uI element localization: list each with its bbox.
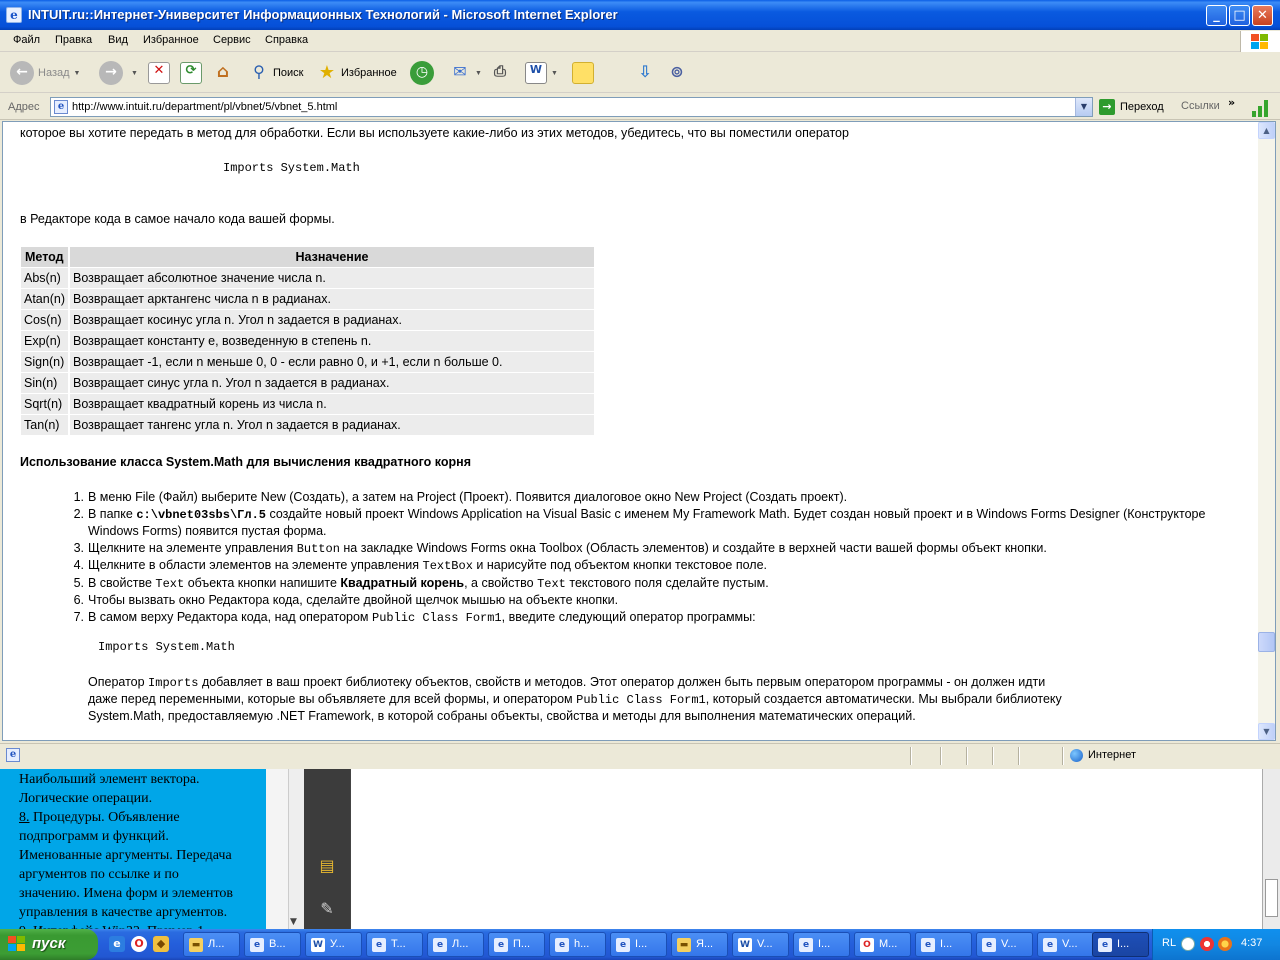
column-header-method: Метод (21, 247, 70, 267)
code-inline: Text (155, 576, 185, 591)
intro-text: которое вы хотите передать в метод для обработки. Если вы используете какие-либо из этих методов, убедитесь, что вы поместили оператор (20, 126, 849, 140)
minimize-button[interactable]: _ (1206, 5, 1227, 26)
ie-icon: e (982, 938, 996, 952)
page-status-icon: e (6, 748, 20, 762)
purpose-cell: Возвращает -1, если n меньше 0, 0 - если равно 0, и +1, если n больше 0. (70, 352, 594, 372)
step-text: создайте новый проект Windows Application на Visual Basic с именем My Framework Math. Будет создан новый проект и в Windows Forms Designer (Конструкторе Windows Forms) появится пустая форма. (88, 506, 1206, 538)
download-icon: ⇩ (638, 62, 652, 81)
divider (1018, 747, 1020, 765)
chevron-down-icon: ▼ (73, 69, 81, 77)
title-bar[interactable] (0, 0, 1280, 30)
stop-button[interactable] (148, 59, 170, 87)
address-dropdown-button[interactable]: ▼ (1075, 98, 1092, 116)
divider (992, 747, 994, 765)
menu-edit[interactable]: Правка (55, 34, 93, 46)
research-button[interactable] (666, 59, 688, 87)
history-button[interactable] (410, 59, 434, 87)
forward-arrow-icon: → (99, 61, 123, 85)
step-text: В самом верху Редактора кода, над оператором (88, 609, 373, 624)
system-tray (1152, 929, 1280, 960)
code-inline: TextBox (422, 559, 473, 573)
task-label: В... (269, 938, 286, 950)
step-text: , введите следующий оператор программы: (501, 609, 756, 624)
comments-icon[interactable]: ▤ (319, 856, 335, 875)
menu-favorites[interactable]: Избранное (143, 34, 199, 46)
scroll-thumb[interactable] (1265, 879, 1278, 917)
code-imports-2: Imports System.Math (98, 640, 235, 654)
network-icon[interactable] (1200, 937, 1214, 951)
para-text: добавляет в ваш проект библиотеку объектов, свойств и методов. Этот оператор должен быть первым оператором программы - он должен идти (198, 675, 1046, 689)
method-cell: Sin(n) (21, 373, 70, 393)
toc-line: значению. Имена форм и элементов (19, 886, 234, 901)
globe-icon (1070, 749, 1083, 762)
folder-icon: ▬ (677, 938, 691, 952)
search-icon: ⚲ (253, 62, 265, 81)
taskbar-item[interactable] (244, 932, 301, 957)
folder-icon: ▬ (189, 938, 203, 952)
scroll-up-button[interactable]: ▲ (1258, 122, 1275, 139)
maximize-button[interactable]: □ (1229, 5, 1250, 26)
section-heading: Использование класса System.Math для вычисления квадратного корня (20, 455, 472, 469)
toc-link[interactable]: 8. (19, 810, 30, 825)
after-code-text: в Редакторе кода в самое начало кода вашей формы. (20, 212, 335, 226)
ie-icon: e (616, 938, 630, 952)
standard-toolbar (0, 53, 1280, 93)
step-text: на закладке Windows Forms окна Toolbox (Область элементов) и создайте в верхней части вашей формы объект кнопки. (339, 540, 1047, 555)
para-text: , который создается автоматически. Мы выбрали библиотеку (705, 692, 1062, 706)
task-label: V... (1001, 938, 1017, 950)
paperclip-icon[interactable]: ✎ (320, 899, 334, 918)
list-item: 4. Щелкните в области элементов на элементе управления TextBox и нарисуйте под объектом кнопки текстовое поле. (73, 558, 768, 573)
favorites-label: Избранное (341, 67, 397, 79)
step-text: объекта кнопки напишите (184, 575, 341, 590)
background-document (350, 769, 1262, 929)
ie-icon: e (555, 938, 569, 952)
taskbar-item[interactable] (671, 932, 728, 957)
task-label: h... (574, 938, 590, 950)
bold-text: Квадратный корень (340, 575, 465, 590)
divider (940, 747, 942, 765)
taskbar-item[interactable] (183, 932, 240, 957)
toc-text: Процедуры. Объявление (29, 810, 180, 825)
word-icon: W (738, 938, 752, 952)
purpose-cell: Возвращает константу e, возведенную в степень n. (70, 331, 594, 351)
word-icon: W (311, 938, 325, 952)
background-scrollbar[interactable] (288, 769, 304, 929)
go-label: Переход (1120, 101, 1164, 113)
divider (966, 747, 968, 765)
purpose-cell: Возвращает абсолютное значение числа n. (70, 268, 594, 288)
toc-line (19, 810, 180, 826)
ie-icon: e (494, 938, 508, 952)
ie-icon: e (1098, 938, 1112, 952)
task-label: I... (940, 938, 953, 950)
method-cell: Exp(n) (21, 331, 70, 351)
favorites-button[interactable] (316, 59, 397, 87)
search-label: Поиск (273, 67, 304, 79)
chevron-down-icon: ▼ (551, 69, 558, 77)
window-title: INTUIT.ru::Интернет-Университет Информационных Технологий - Microsoft Internet Explorer (28, 7, 618, 22)
status-bar (0, 743, 1280, 767)
taskbar-item[interactable] (427, 932, 484, 957)
print-button[interactable] (489, 59, 511, 87)
task-label: V... (1062, 938, 1078, 950)
messenger-button[interactable] (634, 59, 656, 87)
math-methods-table (21, 246, 594, 436)
scroll-thumb[interactable] (1258, 632, 1275, 652)
forward-button[interactable] (99, 59, 138, 87)
back-label: Назад (38, 67, 70, 79)
vertical-scrollbar[interactable] (1258, 122, 1275, 740)
language-indicator[interactable]: RL (1162, 937, 1177, 949)
toc-line: Именованные аргументы. Передача (19, 848, 232, 863)
edit-button[interactable] (525, 59, 558, 87)
home-icon: ⌂ (216, 62, 230, 82)
taskbar-item[interactable] (854, 932, 911, 957)
windows-logo-icon (8, 936, 26, 953)
table-header-row (21, 247, 594, 267)
step-text: Щелкните в области элементов на элементе управления (88, 558, 423, 572)
refresh-button[interactable] (180, 59, 202, 87)
taskbar-item[interactable] (305, 932, 362, 957)
toc-line: Наибольший элемент вектора. (19, 772, 200, 787)
ie-icon: e (799, 938, 813, 952)
taskbar (0, 929, 1280, 960)
step-text: Щелкните на элементе управления (88, 540, 297, 555)
history-icon: ◷ (410, 61, 434, 85)
code-imports-1: Imports System.Math (223, 161, 360, 175)
toc-line: подпрограмм и функций. (19, 829, 169, 844)
code-inline: Public Class Form1 (372, 610, 502, 625)
task-label: V... (757, 938, 773, 950)
paragraph-line (88, 692, 1062, 707)
ie-icon: e (921, 938, 935, 952)
table-row (21, 394, 594, 414)
app-tray-icon[interactable] (1218, 937, 1232, 951)
list-item: 5. В свойстве Text объекта кнопки напишите Квадратный корень, а свойство Text текстового поля сделайте пустым. (73, 575, 769, 591)
security-zone: Интернет (1088, 749, 1136, 761)
list-item: 7. В самом верху Редактора кода, над оператором Public Class Form1, введите следующий оператор программы: (73, 609, 756, 625)
links-label[interactable]: Ссылки (1181, 100, 1220, 112)
back-arrow-icon: ← (10, 61, 34, 85)
start-button[interactable] (0, 929, 98, 960)
background-gutter (266, 769, 288, 929)
folder-path: c:\vbnet03sbs\Гл.5 (136, 507, 266, 522)
back-button[interactable] (10, 59, 80, 87)
list-item: 2. В папке c:\vbnet03sbs\Гл.5 создайте новый проект Windows Application на Visual Basic с именем My Framework Math. Будет создан новый проект и в Windows Forms Designer (Конструкторе Windows Forms) появится пустая форма. (73, 506, 1206, 538)
close-button[interactable]: ✕ (1252, 5, 1273, 26)
purpose-cell: Возвращает косинус угла n. Угол n задается в радианах. (70, 310, 594, 330)
word-icon: W (525, 62, 547, 84)
opera-icon: O (860, 938, 874, 952)
note-icon (572, 62, 594, 84)
opera-icon[interactable]: O (131, 936, 147, 952)
ie-icon: e (1043, 938, 1057, 952)
go-arrow-icon: → (1099, 99, 1115, 115)
step-text: В папке (88, 506, 137, 521)
method-cell: Sign(n) (21, 352, 70, 372)
method-cell: Tan(n) (21, 415, 70, 435)
method-cell: Cos(n) (21, 310, 70, 330)
table-row (21, 331, 594, 351)
chevron-left-icon[interactable] (1181, 937, 1195, 951)
step-text: В меню File (Файл) выберите New (Создать), а затем на Project (Проект). Появится диалоговое окно New Project (Создать проект). (88, 490, 848, 504)
background-right-scrollbar[interactable] (1262, 769, 1280, 929)
code-inline: Public Class Form1 (576, 693, 706, 707)
search-button[interactable] (248, 59, 303, 87)
task-label: I... (818, 938, 831, 950)
ie-icon: e (6, 7, 22, 23)
list-item: 1. В меню File (Файл) выберите New (Создать), а затем на Project (Проект). Появится диалоговое окно New Project (Создать проект). (73, 490, 848, 504)
purpose-cell: Возвращает арктангенс числа n в радианах. (70, 289, 594, 309)
code-inline: Button (296, 541, 340, 556)
scroll-down-icon[interactable]: ▼ (290, 917, 297, 927)
list-item: 3. Щелкните на элементе управления Button на закладке Windows Forms окна Toolbox (Область элементов) и создайте в верхней части вашей формы объект кнопки. (73, 540, 1047, 556)
menu-view[interactable]: Вид (108, 34, 128, 46)
task-label: М... (879, 938, 898, 950)
menu-tools[interactable]: Сервис (213, 34, 251, 46)
page-content (3, 122, 1258, 740)
step-text: В свойстве (88, 575, 156, 590)
toc-line: аргументов по ссылке и по (19, 867, 179, 882)
task-label: I... (635, 938, 648, 950)
explorer-icon[interactable]: ◆ (153, 936, 169, 952)
task-label: I... (1117, 938, 1130, 950)
address-label: Адрес (8, 101, 40, 113)
menu-file[interactable]: Файл (13, 34, 41, 46)
windows-logo (1240, 31, 1280, 52)
taskbar-item[interactable] (1037, 932, 1094, 957)
column-header-purpose: Назначение (70, 247, 594, 267)
table-row (21, 268, 594, 288)
start-label: пуск (32, 935, 66, 952)
discuss-button[interactable] (572, 59, 594, 87)
code-inline: Imports (148, 676, 199, 690)
menu-help[interactable]: Справка (265, 34, 309, 46)
taskbar-item[interactable] (610, 932, 667, 957)
task-label: Л... (452, 938, 469, 950)
task-label: У... (330, 938, 345, 950)
taskbar-item[interactable] (915, 932, 972, 957)
taskbar-item[interactable] (549, 932, 606, 957)
binoculars-icon: ⊚ (670, 62, 684, 81)
divider (910, 747, 912, 765)
taskbar-item[interactable] (976, 932, 1033, 957)
task-label: Я... (696, 938, 714, 950)
background-toc-pane (0, 769, 266, 929)
step-text: , а свойство (464, 575, 538, 590)
method-cell: Abs(n) (21, 268, 70, 288)
ie-icon: e (433, 938, 447, 952)
table-row (21, 373, 594, 393)
list-item: 6. Чтобы вызвать окно Редактора кода, сделайте двойной щелчок мышью на объекте кнопки. (73, 593, 619, 607)
printer-icon: ⎙ (493, 62, 506, 80)
home-button[interactable] (212, 59, 234, 87)
method-cell: Sqrt(n) (21, 394, 70, 414)
chevron-right-icon[interactable]: » (1228, 96, 1236, 109)
scroll-down-button[interactable]: ▼ (1258, 723, 1275, 740)
ie-icon: e (250, 938, 264, 952)
ie-icon[interactable]: e (109, 936, 125, 952)
taskbar-item-active[interactable] (1092, 932, 1149, 957)
stop-icon: ✕ (148, 62, 170, 84)
ie-icon: e (372, 938, 386, 952)
paragraph-line: System.Math, предоставляемую .NET Framework, в которой собраны объекты, свойства и методы для выполнения математических операций. (88, 709, 916, 723)
page-viewport (2, 121, 1276, 741)
step-text: Чтобы вызвать окно Редактора кода, сделайте двойной щелчок мышью на объекте кнопки. (88, 593, 619, 607)
task-label: П... (513, 938, 531, 950)
menu-bar (0, 30, 1280, 52)
taskbar-item[interactable] (793, 932, 850, 957)
task-label: Л... (208, 938, 225, 950)
task-label: Т... (391, 938, 406, 950)
toc-line: управления в качестве аргументов. (19, 905, 228, 920)
refresh-icon: ⟳ (180, 62, 202, 84)
para-text: даже перед переменными, которые вы объявляете для всей формы, и оператором (88, 692, 577, 706)
star-icon: ★ (318, 62, 336, 83)
para-text: Оператор (88, 675, 149, 689)
purpose-cell: Возвращает тангенс угла n. Угол n задается в радианах. (70, 415, 594, 435)
chevron-down-icon: ▼ (475, 69, 482, 77)
steps-list (73, 489, 1248, 626)
purpose-cell: Возвращает квадратный корень из числа n. (70, 394, 594, 414)
paragraph-line (88, 675, 1045, 690)
taskbar-item[interactable] (366, 932, 423, 957)
purpose-cell: Возвращает синус угла n. Угол n задается в радианах. (70, 373, 594, 393)
table-row (21, 310, 594, 330)
table-row (21, 415, 594, 435)
step-text: и нарисуйте под объектом кнопки текстовое поле. (472, 558, 768, 572)
clock[interactable]: 4:37 (1241, 937, 1263, 949)
mail-button[interactable] (449, 59, 482, 87)
table-row (21, 289, 594, 309)
toc-line: Логические операции. (19, 791, 153, 806)
taskbar-item[interactable] (488, 932, 545, 957)
step-text: текстового поля сделайте пустым. (565, 575, 769, 590)
taskbar-item[interactable] (732, 932, 789, 957)
mail-icon: ✉ (453, 62, 467, 81)
address-url: http://www.intuit.ru/department/pl/vbnet/5/vbnet_5.html (72, 101, 338, 113)
divider (1062, 747, 1064, 765)
method-cell: Atan(n) (21, 289, 70, 309)
page-icon: e (54, 100, 68, 114)
background-side-strip (304, 769, 350, 929)
chevron-down-icon: ▼ (131, 69, 138, 77)
table-row (21, 352, 594, 372)
code-inline: Text (537, 576, 566, 591)
clipped-line (20, 110, 1255, 120)
